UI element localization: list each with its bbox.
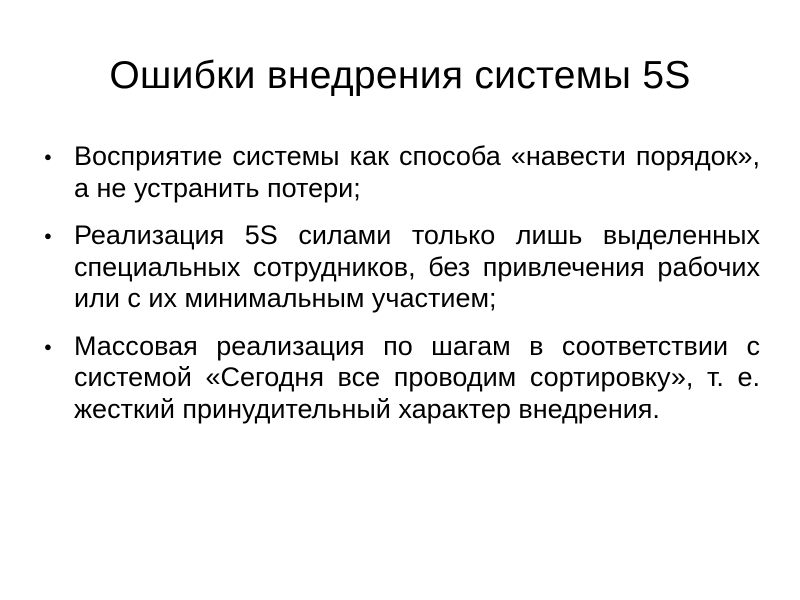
bullet-text: Реализация 5S силами только лишь выделенных специальных сотрудников, без привлечения рабочих или с их минимальным участием;: [74, 220, 760, 313]
bullet-dot-icon: ●: [44, 149, 52, 164]
slide-title: Ошибки внедрения системы 5S: [109, 54, 691, 97]
bullet-item: [44, 331, 760, 426]
bullet-dot-icon: ●: [44, 228, 52, 243]
bullet-item: [44, 220, 760, 315]
bullet-text: Массовая реализация по шагам в соответствии с системой «Сегодня все проводим сортировку», т. е. жесткий принудительный характер внедрения.: [74, 330, 760, 424]
bullet-dot-icon: ●: [44, 338, 52, 354]
bullet-text: Восприятие системы как способа «навести порядок», а не устранить потери;: [74, 141, 760, 203]
bullet-item: [44, 141, 760, 204]
bullet-list: [44, 141, 760, 441]
